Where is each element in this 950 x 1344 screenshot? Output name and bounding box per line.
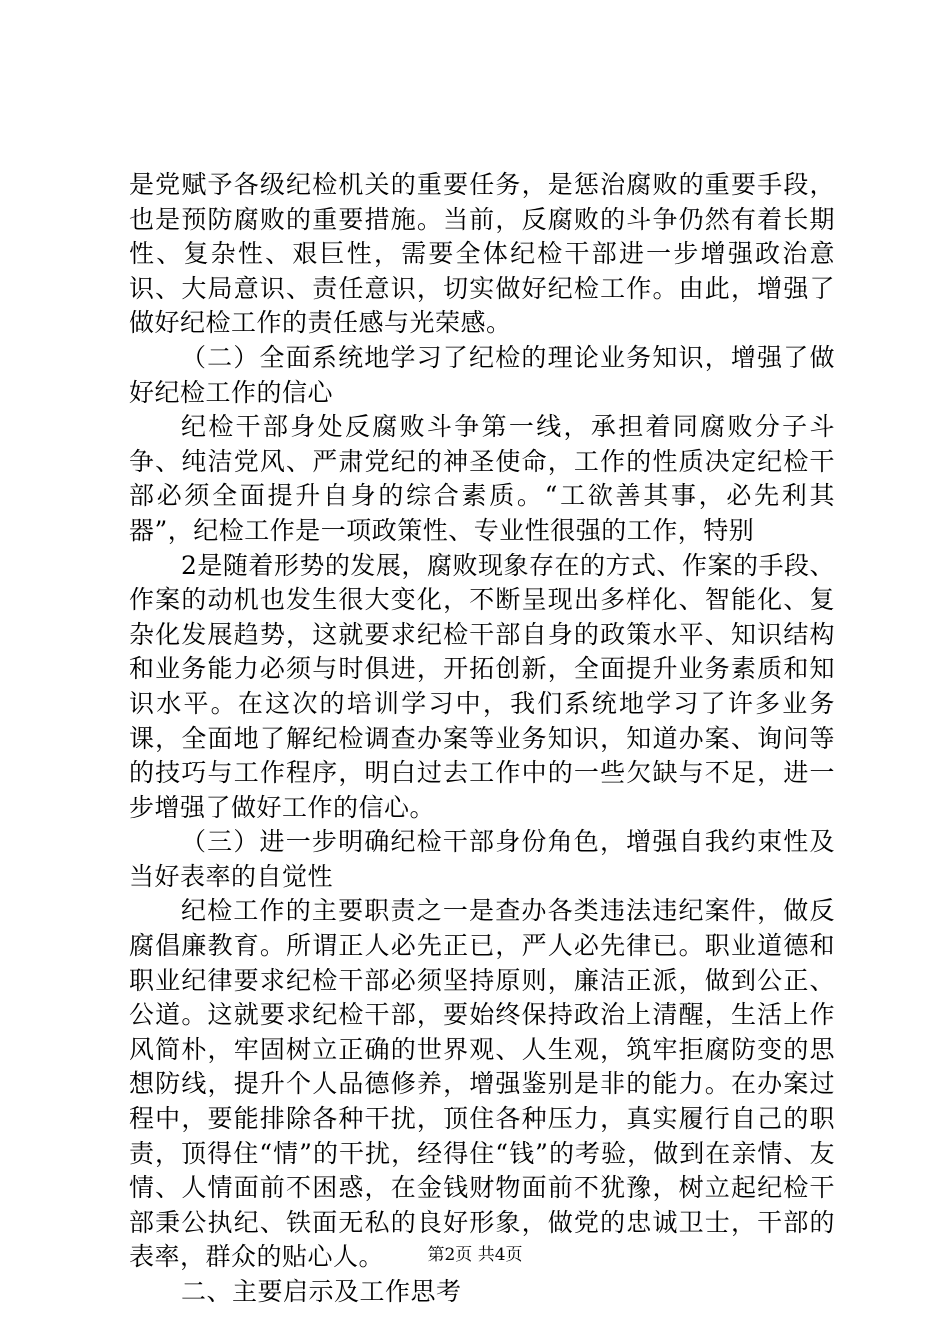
document-body (129, 168, 835, 1310)
paragraph-4: 2是随着形势的发展，腐败现象存在的方式、作案的手段、作案的动机也发生很大变化，不断呈现出多样化、智能化、复杂化发展趋势，这就要求纪检干部自身的政策水平、知识结构和业务能力必须与时俱进，开拓创新，全面提升业务素质和知识水平。在这次的培训学习中，我们系统地学习了许多业务课，全面地了解纪检调查办案等业务知识，知道办案、询问等的技巧与工作程序，明白过去工作中的一些欠缺与不足，进一步增强了做好工作的信心。 (129, 550, 835, 822)
paragraph-1: 是党赋予各级纪检机关的重要任务，是惩治腐败的重要手段，也是预防腐败的重要措施。当前，反腐败的斗争仍然有着长期性、复杂性、艰巨性，需要全体纪检干部进一步增强政治意识、大局意识、责任意识，切实做好纪检工作。由此，增强了做好纪检工作的责任感与光荣感。 (129, 170, 835, 338)
section-heading-main-2: 二、主要启示及工作思考 (181, 1277, 462, 1306)
paragraph-3: 纪检干部身处反腐败斗争第一线，承担着同腐败分子斗争、纯洁党风、严肃党纪的神圣使命，工作的性质决定纪检干部必须全面提升自身的综合素质。“工欲善其事，必先利其器”，纪检工作是一项政策性、专业性很强的工作，特别 (129, 412, 835, 545)
section-heading-3: （三）进一步明确纪检干部身份角色，增强自我约束性及当好表率的自觉性 (129, 827, 835, 891)
paragraph-6: 纪检工作的主要职责之一是查办各类违法违纪案件，做反腐倡廉教育。所谓正人必先正已，严人必先律已。职业道德和职业纪律要求纪检干部必须坚持原则，廉洁正派，做到公正、公道。这就要求纪检干部，要始终保持政治上清醒，生活上作风简朴，牢固树立正确的世界观、人生观，筑牢拒腐防变的思想防线，提升个人品德修养，增强鉴别是非的能力。在办案过程中，要能排除各种干扰，顶住各种压力，真实履行自己的职责，顶得住“情”的干扰，经得住“钱”的考验，做到在亲情、友情、人情面前不困惑，在金钱财物面前不犹豫，树立起纪检干部秉公执纪、铁面无私的良好形象，做党的忠诚卫士，干部的表率，群众的贴心人。 (129, 896, 835, 1272)
section-heading-2: （二）全面系统地学习了纪检的理论业务知识，增强了做好纪检工作的信心 (129, 342, 835, 407)
page-number-footer: 第2页 共4页 (427, 1245, 523, 1265)
